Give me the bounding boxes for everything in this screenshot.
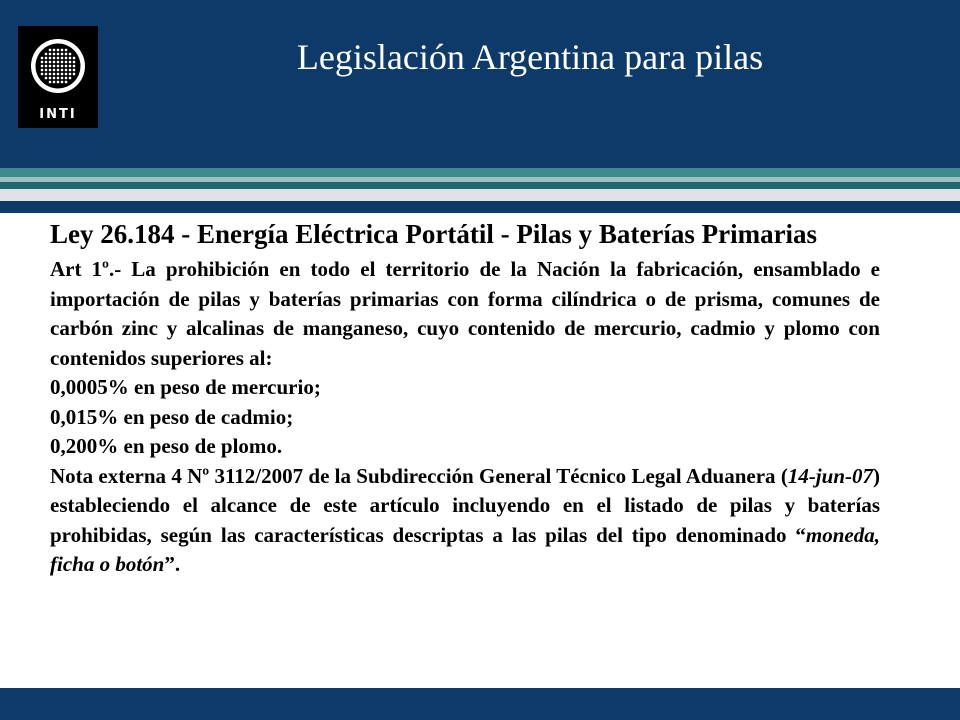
inti-emblem-icon xyxy=(18,26,98,106)
inti-logo xyxy=(18,26,98,128)
note-text-cont: ) estableciendo el alcance de este artículo incluyendo en el listado de pilas y baterías prohibidas, según las características descriptas a las pilas del tipo denominado “ xyxy=(50,463,880,547)
footer-band xyxy=(0,688,960,720)
note-end: ”. xyxy=(164,552,181,576)
external-note xyxy=(50,462,880,580)
header-band xyxy=(0,0,960,168)
article-text: Art 1º.- La prohibición en todo el territorio de la Nación la fabricación, ensamblado e importación de pilas y baterías primarias con forma cilíndrica o de prisma, comunes de carbón zinc y alcalinas de manganeso, cuyo contenido de mercurio, cadmio y plomo con contenidos superiores al: xyxy=(50,257,880,370)
law-title: Ley 26.184 - Energía Eléctrica Portátil - Pilas y Baterías Primarias xyxy=(50,219,818,249)
battery-types: moneda, ficha o botón xyxy=(50,522,880,576)
logo-text: INTI xyxy=(39,107,77,122)
limit-mercury: 0,0005% en peso de mercurio; xyxy=(50,375,321,399)
limit-cadmium: 0,015% en peso de cadmio; xyxy=(50,404,294,429)
page-title: Legislación Argentina para pilas xyxy=(296,37,764,77)
stripe-dark-teal xyxy=(0,182,960,189)
stripe-teal xyxy=(0,168,960,177)
stripe-light-grey xyxy=(0,189,960,201)
note-date: 14-jun-07 xyxy=(787,463,873,488)
note-text: Nota externa 4 Nº 3112/2007 de la Subdirección General Técnico Legal Aduanera ( xyxy=(50,463,788,488)
slide-body xyxy=(50,218,880,705)
stripe-navy xyxy=(0,201,960,213)
limit-lead: 0,200% en peso de plomo. xyxy=(50,434,283,458)
